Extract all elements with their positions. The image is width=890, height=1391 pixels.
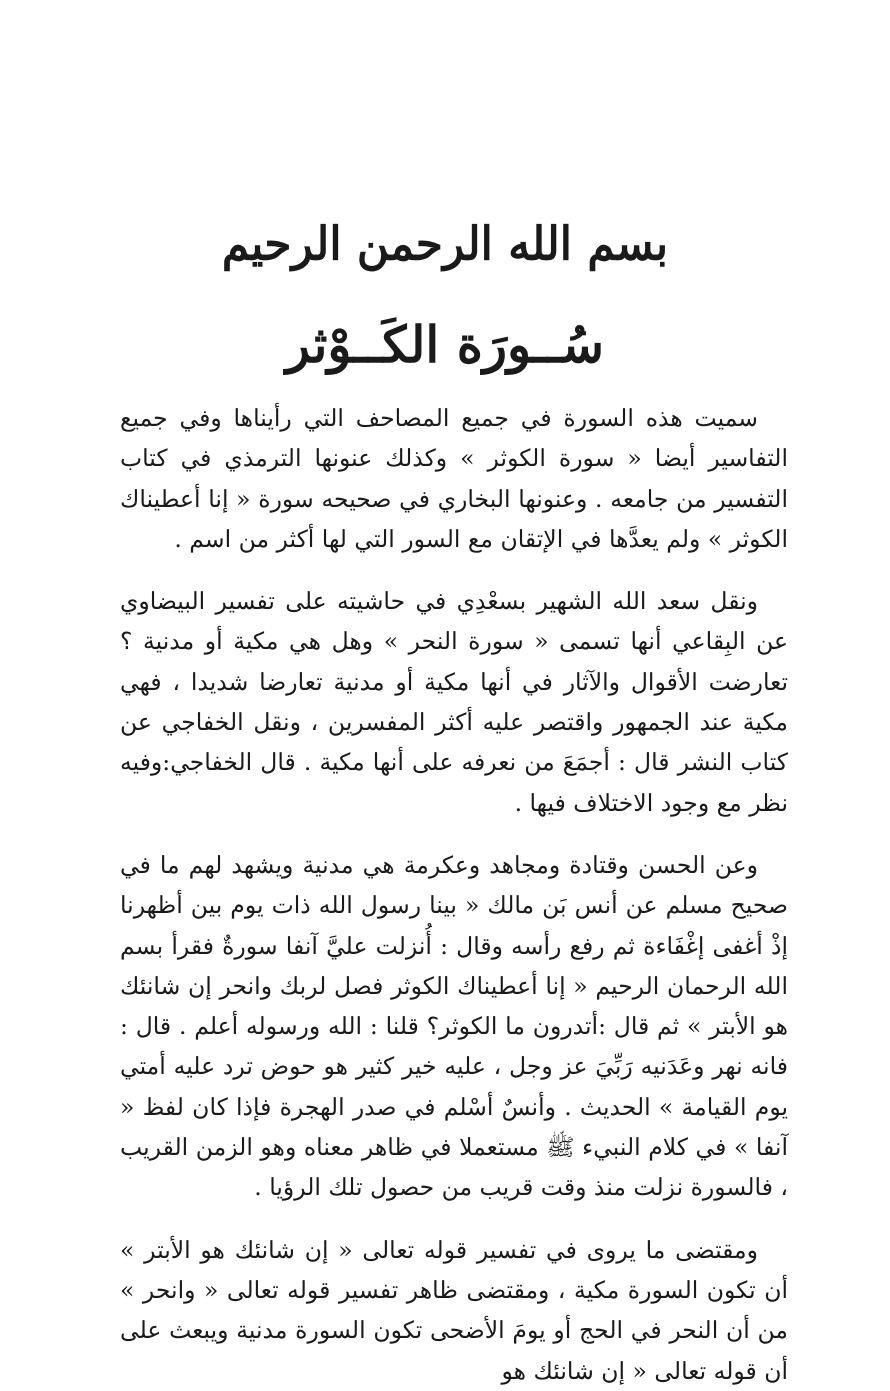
basmala-heading: بسم الله الرحمن الرحيم — [221, 217, 669, 272]
paragraph-hadith: وعن الحسن وقتادة ومجاهد وعكرمة هي مدنية ويشهد لهم ما في صحيح مسلم عن أنس بَن مالك « بينا رسول الله ذات يوم بين أظهرنا إذْ أغفى إغْفَاءة ثم رفع رأسه وقال : أُنزلت عليَّ آنفا سورةٌ فقرأ بسم الله الرحمان الرحيم « إنا أعطيناك الكوثر فصل لربك وانحر إن شانئك هو الأبتر » ثم قال :أتدرون ما الكوثر؟ قلنا : الله ورسوله أعلم . قال : فانه نهر وعَدَنيه رَبِّيَ عز وجل ، عليه خير كثير هو حوض ترد عليه أمتي يوم القيامة » الحديث . وأنسٌ أسْلم في صدر الهجرة فإذا كان لفظ « آنفا » في كلام النبيء ﷺ مستعملا في ظاهر معناه وهو الزمن القريب ، فالسورة نزلت منذ وقت قريب من حصول تلك الرؤيا . — [120, 850, 788, 1202]
paragraph-makki-madani: ونقل سعد الله الشهير بسعْدِي في حاشيته على تفسير البيضاوي عن البِقاعي أنها تسمى « سورة النحر » وهل هي مكية أو مدنية ؟ تعارضت الأقوال والآثار في أنها مكية أو مدنية تعارضا شديدا ، فهي مكية عند الجمهور واقتصر عليه أكثر المفسرين ، ونقل الخفاجي عن كتاب النشر قال : أجمَعَ من نعرفه على أنها مكية . قال الخفاجي:وفيه نظر مع وجود الاختلاف فيها . — [120, 587, 788, 817]
paragraph-tafsir: ومقتضى ما يروى في تفسير قوله تعالى « إن شانئك هو الأبتر » أن تكون السورة مكية ، ومقتضى ظاهر تفسير قوله تعالى « وانحر » من أن النحر في الحج أو يومَ الأضحى تكون السورة مدنية ويبعث على أن قوله تعالى « إن شانئك هو — [120, 1235, 788, 1385]
surah-title: سُــورَة الكَــوْثر — [285, 315, 605, 374]
paragraph-naming: سميت هذه السورة في جميع المصاحف التي رأيناها وفي جميع التفاسير أيضا « سورة الكوثر » وكذلك عنونها الترمذي في كتاب التفسير من جامعه . وعنونها البخاري في صحيحه سورة « إنا أعطيناك الكوثر » ولم يعدَّها في الإتقان مع السور التي لها أكثر من اسم . — [120, 404, 788, 553]
body-text — [120, 398, 788, 1391]
